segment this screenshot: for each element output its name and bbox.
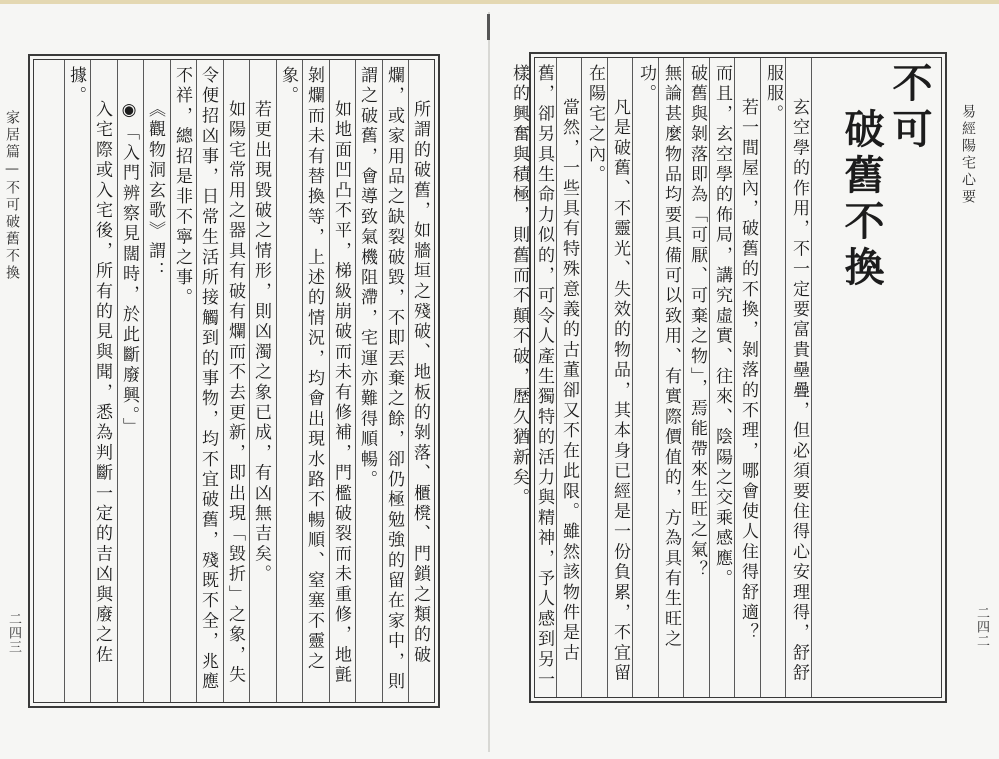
text-column: 當然，一些具有特殊意義的古董卻又不在此限。雖然該物件是古	[559, 98, 579, 664]
text-column: 若一間屋內，破舊的不換，剝落的不理，哪會使人住得舒適？	[738, 98, 758, 644]
chapter-title-line-2: 破舊不換	[838, 108, 884, 292]
text-column: 在陽宅之內。	[585, 64, 605, 186]
text-column: 功。	[636, 64, 656, 105]
text-column: 如陽宅常用之器具有破有爛而不去更新，即出現「毀折」之象，失	[225, 100, 245, 686]
text-column: ◉「入門辨察見闊時，於此斷廢興。」	[119, 100, 139, 438]
text-column: 如地面凹凸不平，梯級崩破而未有修補，門檻破裂而未重修，地氈	[331, 100, 351, 686]
book-spine	[488, 12, 490, 752]
text-column: 服服。	[763, 64, 783, 125]
text-column: 破舊與剝落即為「可厭、可棄之物」，焉能帶來生旺之氣？	[687, 64, 707, 581]
right-page-frame	[509, 52, 947, 703]
left-page-number: 二四三	[6, 612, 21, 654]
spine-mark	[487, 14, 490, 40]
text-column: 剝爛而未有替換等，上述的情況，均會出現水路不暢順、窒塞不靈之	[304, 66, 324, 672]
text-column: 爛，或家用品之缺裂破毀，不即丟棄之餘，卻仍極勉強的留在家中，則	[384, 66, 404, 693]
chapter-title-line-1: 不可	[886, 62, 932, 154]
text-column: 而且，玄空學的佈局，講究虛實、往來、陰陽之交乘感應。	[712, 64, 732, 590]
text-column: 若更出現毀破之情形，則凶濁之象已成，有凶無吉矣。	[251, 100, 271, 585]
text-column: 象。	[278, 66, 298, 107]
text-column: 凡是破舊、不靈光、失效的物品，其本身已經是一份負累，不宜留	[610, 98, 630, 684]
right-page-header: 易經陽宅心要	[960, 104, 976, 206]
text-column: 舊，卻另具生命力似的，可令人產生獨特的活力與精神，予人感到另一	[534, 64, 554, 691]
right-page-number: 二四二	[974, 606, 989, 648]
text-column: 謂之破舊，會導致氣機阻滯，宅運亦難得順暢。	[357, 66, 377, 491]
top-strip	[0, 0, 999, 4]
text-column: 不祥，總招是非不寧之事。	[172, 66, 192, 309]
text-column: 玄空學的作用，不一定要富貴壘疊，但必須要住得心安理得，舒舒	[789, 98, 809, 684]
text-column: 據。	[66, 66, 86, 107]
left-page-header: 家居篇—不可破舊不換	[4, 110, 20, 282]
left-page-frame	[28, 54, 440, 708]
text-column: 樣的興奮與積極，則舊而不顛不破，歷久猶新矣。	[509, 64, 529, 509]
text-column: 無論甚麼物品均要具備可以致用、有實際價值的，方為具有生旺之	[661, 64, 681, 650]
text-column: 入宅際或入宅後，所有的見與聞，悉為判斷一定的吉凶與廢之佐	[92, 100, 112, 666]
text-column: 《觀物洞玄歌》謂：	[145, 100, 165, 282]
text-column: 所謂的破舊，如牆垣之殘破、地板的剝落、櫃櫈、門鎖之類的破	[410, 100, 430, 666]
text-column: 令便招凶事，日常生活所接觸到的事物，均不宜破舊，殘既不全，兆應	[198, 66, 218, 693]
